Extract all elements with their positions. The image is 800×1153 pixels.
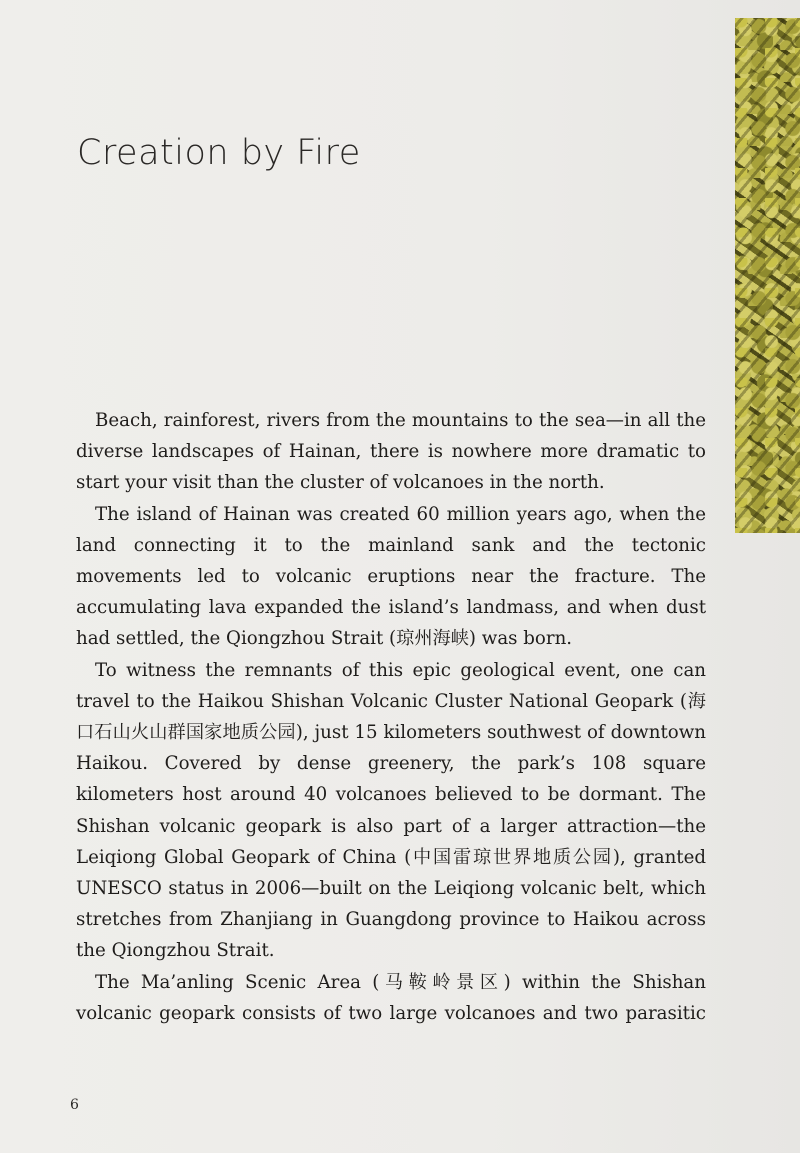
paragraph: The island of Hainan was created 60 million years ago, when the land connecting it to the mainland sank and the tectonic movements led to volcanic eruptions near the fracture. The accumulating lava expanded the island’s landmass, and when dust had settled, the Qiongzhou Strait (琼州海峡) was born. [76,503,706,650]
paragraph: To witness the remnants of this epic geological event, one can travel to the Haikou Shishan Volcanic Cluster National Geopark (海口石山火山群国家地质公园), just 15 kilometers southwest of downtown Haikou. Covered by dense greenery, the park’s 108 square kilometers host around 40 volcanoes believed to be dormant. The Shishan volcanic geopark is also part of a larger attraction—the Leiqiong Global Geopark of China (中国雷琼世界地质公园), granted UNESCO status in 2006—built on the Leiqiong volcanic belt, which stretches from Zhanjiang in Guangdong province to Haikou across the Qiongzhou Strait. [76,659,706,962]
paragraph: The Ma’anling Scenic Area (马鞍岭景区) within the Shishan volcanic geopark consists of two large volcanoes and two parasitic [76,971,706,1024]
page-title: Creation by Fire [77,133,361,173]
paragraph: Beach, rainforest, rivers from the mountains to the sea—in all the diverse landscapes of Hainan, there is nowhere more dramatic to start your visit than the cluster of volcanoes in the north. [76,410,706,494]
page-number: 6 [70,1097,79,1113]
body-text [76,405,706,1029]
moss-photo-strip [735,18,800,533]
